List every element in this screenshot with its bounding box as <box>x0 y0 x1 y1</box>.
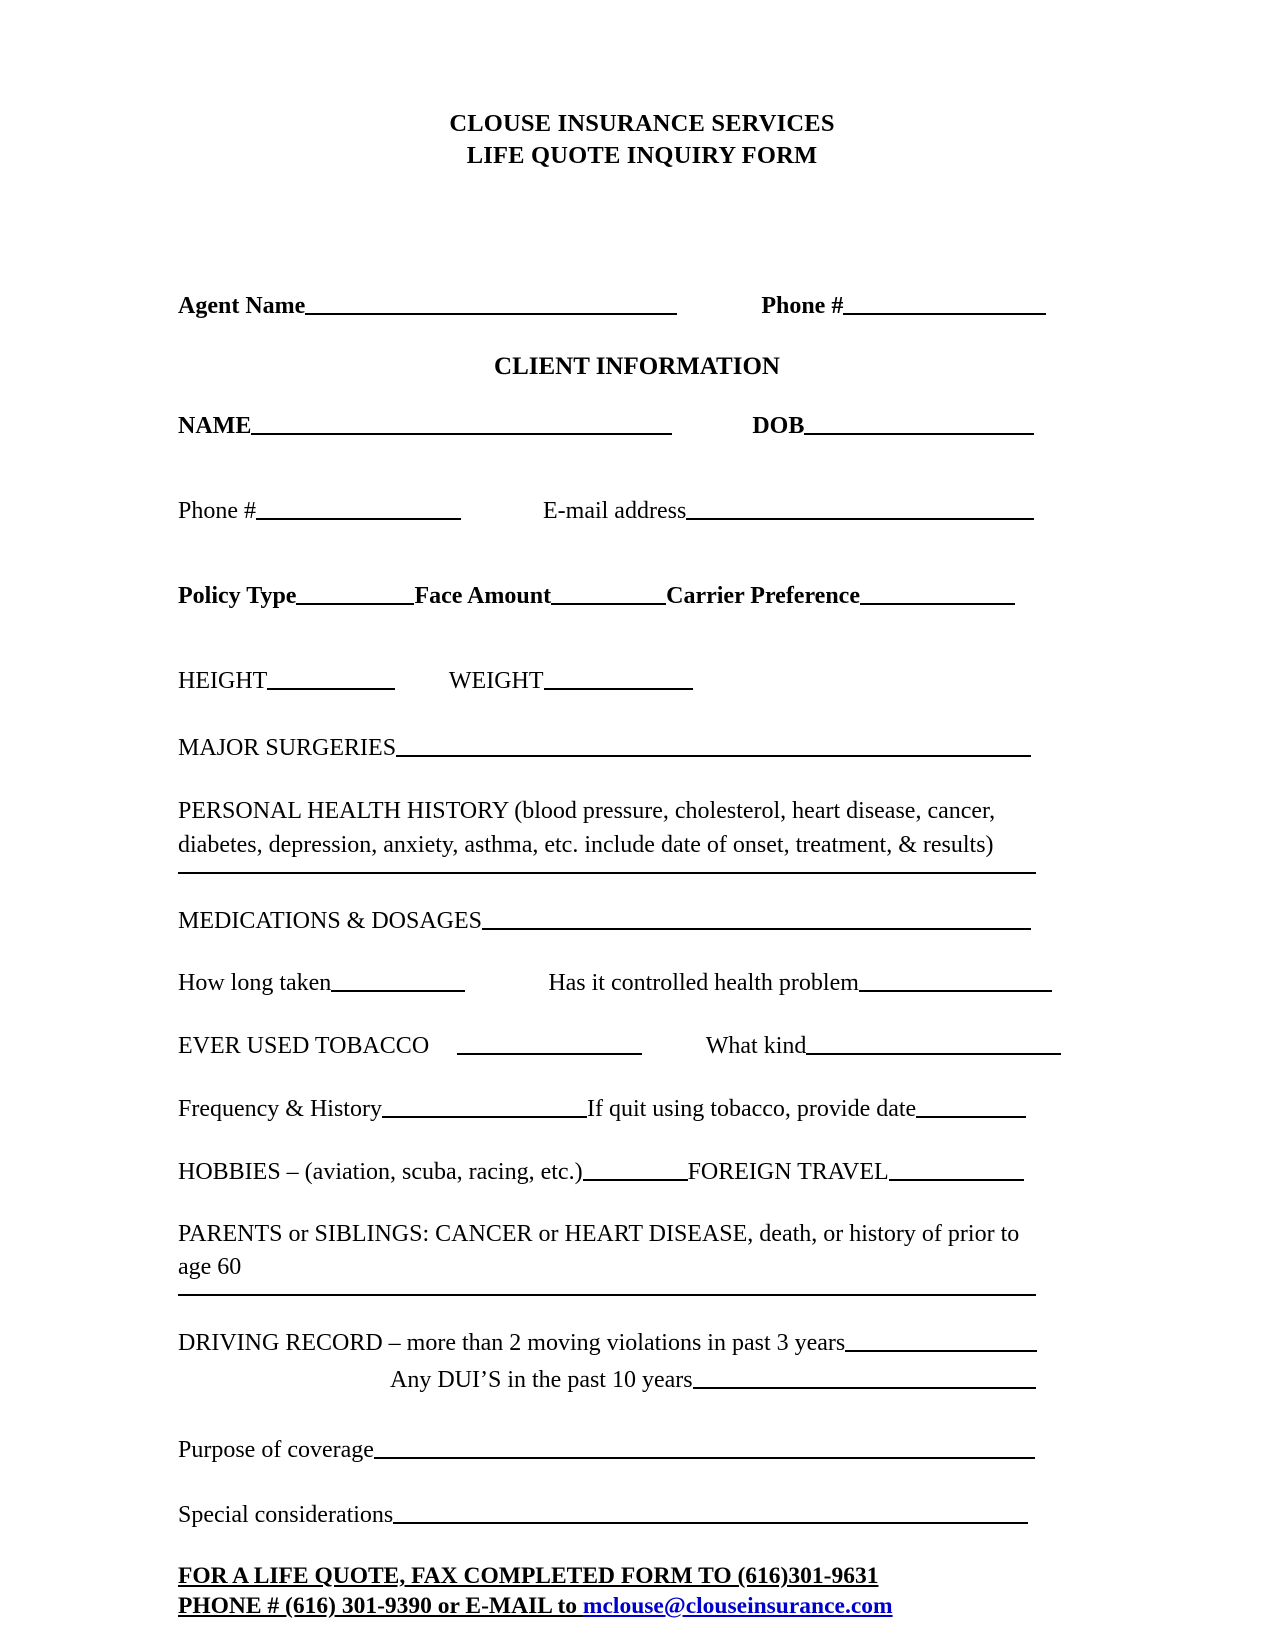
title-line-1: CLOUSE INSURANCE SERVICES <box>449 110 835 137</box>
client-dob-label: DOB <box>752 413 805 440</box>
policy-row <box>178 579 1036 614</box>
agent-phone-field[interactable] <box>843 290 1046 315</box>
client-dob-field[interactable] <box>804 411 1034 436</box>
tobacco-quit-date-label: If quit using tobacco, provide date <box>586 1096 917 1123</box>
agent-row <box>178 289 1036 324</box>
policy-type-field[interactable] <box>296 580 414 605</box>
footer-phone-line <box>178 1591 1036 1621</box>
tobacco-row <box>178 1029 1036 1064</box>
carrier-preference-label: Carrier Preference <box>666 583 860 610</box>
hobbies-label: HOBBIES – (aviation, scuba, racing, etc.) <box>178 1158 583 1185</box>
dui-field[interactable] <box>693 1364 1036 1389</box>
major-surgeries-field[interactable] <box>396 732 1031 757</box>
tobacco-frequency-label: Frequency & History <box>178 1096 382 1123</box>
policy-type-label: Policy Type <box>178 583 297 610</box>
health-history-line-2: diabetes, depression, anxiety, asthma, etc. include date of onset, treatment, & results) <box>178 831 994 858</box>
document-title <box>248 108 1036 173</box>
major-surgeries-row <box>178 731 1036 766</box>
face-amount-field[interactable] <box>551 580 666 605</box>
footer-email-link[interactable]: mclouse@clouseinsurance.com <box>582 1593 893 1620</box>
client-email-field[interactable] <box>686 495 1034 520</box>
health-history-field[interactable] <box>178 872 1036 874</box>
client-contact-row <box>178 494 1036 529</box>
tobacco-kind-field[interactable] <box>806 1030 1061 1055</box>
purpose-label: Purpose of coverage <box>178 1437 374 1464</box>
footer-block <box>178 1561 1036 1621</box>
tobacco-frequency-field[interactable] <box>382 1093 587 1118</box>
foreign-travel-label: FOREIGN TRAVEL <box>687 1158 889 1185</box>
carrier-preference-field[interactable] <box>860 580 1015 605</box>
medications-field[interactable] <box>482 905 1031 930</box>
footer-phone-text: PHONE # (616) 301-9390 or E-MAIL to <box>178 1593 583 1620</box>
special-considerations-field[interactable] <box>393 1499 1028 1524</box>
family-history-line-2: age 60 <box>178 1253 242 1280</box>
footer-fax-text: FOR A LIFE QUOTE, FAX COMPLETED FORM TO (616)301-9631 <box>178 1563 879 1590</box>
dui-row <box>178 1363 1036 1398</box>
family-history-field[interactable] <box>178 1294 1036 1296</box>
agent-phone-label: Phone # <box>761 292 844 319</box>
medications-label: MEDICATIONS & DOSAGES <box>178 907 483 934</box>
hobbies-field[interactable] <box>583 1156 688 1181</box>
hobbies-row <box>178 1155 1036 1190</box>
agent-name-field[interactable] <box>305 290 677 315</box>
height-label: HEIGHT <box>178 667 268 694</box>
title-line-2: LIFE QUOTE INQUIRY FORM <box>466 142 818 170</box>
tobacco-frequency-row <box>178 1092 1036 1127</box>
weight-label: WEIGHT <box>448 667 544 694</box>
client-phone-field[interactable] <box>256 495 461 520</box>
driving-record-field[interactable] <box>845 1327 1037 1352</box>
foreign-travel-field[interactable] <box>889 1156 1024 1181</box>
medications-detail-row <box>178 966 1036 1001</box>
controlled-problem-field[interactable] <box>859 968 1052 993</box>
client-information-heading: CLIENT INFORMATION <box>494 353 780 381</box>
client-email-label: E-mail address <box>543 498 687 525</box>
face-amount-label: Face Amount <box>414 583 552 610</box>
purpose-row <box>178 1433 1036 1468</box>
how-long-taken-field[interactable] <box>331 968 465 993</box>
family-history-block <box>178 1218 1036 1296</box>
family-history-line-1: PARENTS or SIBLINGS: CANCER or HEART DISEASE, death, or history of prior to <box>178 1220 1020 1247</box>
client-name-row <box>178 409 1036 444</box>
controlled-problem-label: Has it controlled health problem <box>548 970 859 997</box>
tobacco-kind-label: What kind <box>705 1033 807 1060</box>
health-history-line-1: PERSONAL HEALTH HISTORY (blood pressure, cholesterol, heart disease, cancer, <box>178 798 996 825</box>
medications-row <box>178 904 1036 939</box>
client-name-field[interactable] <box>251 411 672 436</box>
weight-field[interactable] <box>544 665 693 690</box>
footer-fax-line <box>178 1561 1036 1591</box>
health-history-block <box>178 795 1036 873</box>
driving-record-label: DRIVING RECORD – more than 2 moving violations in past 3 years <box>178 1329 846 1356</box>
measurements-row <box>178 664 1036 699</box>
special-considerations-label: Special considerations <box>178 1502 394 1529</box>
major-surgeries-label: MAJOR SURGERIES <box>178 734 397 761</box>
how-long-taken-label: How long taken <box>178 970 332 997</box>
tobacco-quit-date-field[interactable] <box>916 1093 1026 1118</box>
form-content <box>178 108 1036 1621</box>
driving-record-row <box>178 1326 1036 1361</box>
special-considerations-row <box>178 1498 1036 1533</box>
height-field[interactable] <box>267 665 395 690</box>
client-name-label: NAME <box>178 413 252 440</box>
tobacco-used-label: EVER USED TOBACCO <box>178 1033 430 1060</box>
agent-name-label: Agent Name <box>178 292 306 319</box>
purpose-field[interactable] <box>374 1435 1035 1460</box>
client-phone-label: Phone # <box>178 498 256 525</box>
tobacco-used-field[interactable] <box>457 1030 642 1055</box>
dui-label: Any DUI’S in the past 10 years <box>390 1366 693 1393</box>
